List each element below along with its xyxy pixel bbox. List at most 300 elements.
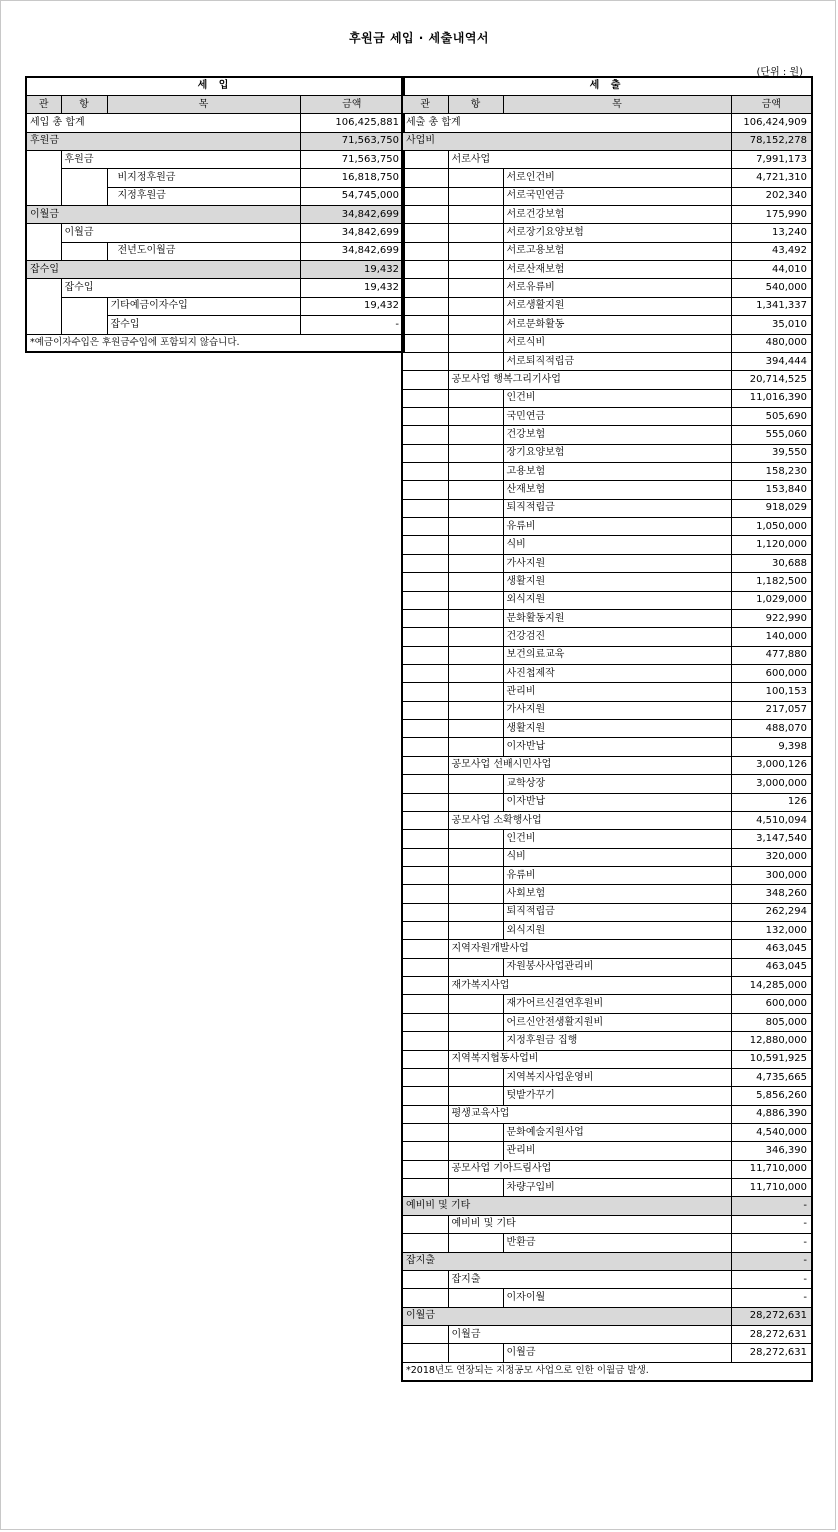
gwan-amount: 34,842,699 bbox=[300, 206, 404, 224]
gwan-spacer bbox=[402, 334, 448, 352]
row-amount: 11,016,390 bbox=[731, 389, 812, 407]
gwan-spacer bbox=[402, 628, 448, 646]
income-hang-row bbox=[26, 150, 404, 168]
expense-mok-row bbox=[402, 481, 812, 499]
row-amount: 126 bbox=[731, 793, 812, 811]
expense-mok-row bbox=[402, 1013, 812, 1031]
gwan-amount: 19,432 bbox=[300, 261, 404, 279]
gwan-spacer bbox=[402, 1325, 448, 1343]
mok-label: 어르신안전생활지원비 bbox=[503, 1013, 731, 1031]
expense-mok-row bbox=[402, 1032, 812, 1050]
row-amount: 14,285,000 bbox=[731, 977, 812, 995]
row-amount: - bbox=[731, 1289, 812, 1307]
gwan-spacer bbox=[402, 591, 448, 609]
gwan-spacer bbox=[402, 444, 448, 462]
row-amount: 3,000,126 bbox=[731, 756, 812, 774]
expense-hang-row bbox=[402, 1325, 812, 1343]
hang-spacer bbox=[448, 646, 503, 664]
hang-spacer bbox=[448, 187, 503, 205]
expense-mok-row bbox=[402, 573, 812, 591]
row-amount: - bbox=[731, 1215, 812, 1233]
gwan-spacer bbox=[402, 903, 448, 921]
expense-mok-row bbox=[402, 279, 812, 297]
mok-label: 이월금 bbox=[503, 1344, 731, 1362]
gwan-spacer bbox=[402, 1215, 448, 1233]
mok-label: 유류비 bbox=[503, 866, 731, 884]
expense-mok-row bbox=[402, 1234, 812, 1252]
gwan-spacer bbox=[402, 352, 448, 370]
row-amount: 140,000 bbox=[731, 628, 812, 646]
row-amount: 1,120,000 bbox=[731, 536, 812, 554]
expense-note-row bbox=[402, 1362, 812, 1380]
gwan-spacer bbox=[402, 609, 448, 627]
gwan-spacer bbox=[402, 1123, 448, 1141]
gwan-spacer bbox=[402, 407, 448, 425]
mok-label: 가사지원 bbox=[503, 554, 731, 572]
hang-spacer bbox=[448, 958, 503, 976]
row-amount: 555,060 bbox=[731, 426, 812, 444]
col-amount: 금액 bbox=[300, 95, 404, 113]
hang-label: 이월금 bbox=[448, 1325, 731, 1343]
mok-label: 건강보험 bbox=[503, 426, 731, 444]
mok-label: 인건비 bbox=[503, 389, 731, 407]
hang-label: 후원금 bbox=[61, 150, 300, 168]
income-mok-row bbox=[26, 297, 404, 315]
row-amount: 11,710,000 bbox=[731, 1160, 812, 1178]
mok-label: 문화활동지원 bbox=[503, 609, 731, 627]
gwan-spacer bbox=[402, 793, 448, 811]
hang-label: 이월금 bbox=[61, 224, 300, 242]
gwan-label: 이월금 bbox=[26, 206, 300, 224]
expense-mok-row bbox=[402, 609, 812, 627]
hang-spacer bbox=[448, 242, 503, 260]
expense-mok-row bbox=[402, 518, 812, 536]
mok-label: 사진첩제작 bbox=[503, 665, 731, 683]
hang-label: 서로사업 bbox=[448, 150, 731, 168]
hang-spacer bbox=[448, 1289, 503, 1307]
row-amount: 1,182,500 bbox=[731, 573, 812, 591]
gwan-spacer bbox=[402, 426, 448, 444]
row-amount: 1,341,337 bbox=[731, 297, 812, 315]
hang-spacer bbox=[448, 481, 503, 499]
mok-amount: - bbox=[300, 316, 404, 334]
row-amount: - bbox=[731, 1270, 812, 1288]
col-amount: 금액 bbox=[731, 95, 812, 113]
gwan-label: 후원금 bbox=[26, 132, 300, 150]
col-gwan: 관 bbox=[26, 95, 61, 113]
row-amount: 78,152,278 bbox=[731, 132, 812, 150]
expense-mok-row bbox=[402, 646, 812, 664]
unit-label: (단위 : 원) bbox=[756, 67, 803, 78]
expense-mok-row bbox=[402, 738, 812, 756]
row-amount: 320,000 bbox=[731, 848, 812, 866]
gwan-spacer bbox=[402, 279, 448, 297]
mok-label: 외식지원 bbox=[503, 591, 731, 609]
gwan-spacer bbox=[402, 701, 448, 719]
hang-label: 예비비 및 기타 bbox=[448, 1215, 731, 1233]
hang-spacer bbox=[61, 242, 107, 260]
row-amount: 3,147,540 bbox=[731, 830, 812, 848]
gwan-spacer bbox=[402, 481, 448, 499]
expense-gwan-row bbox=[402, 1307, 812, 1325]
expense-hang-row bbox=[402, 811, 812, 829]
gwan-spacer bbox=[402, 885, 448, 903]
mok-label: 식비 bbox=[503, 536, 731, 554]
row-amount: 44,010 bbox=[731, 261, 812, 279]
gwan-spacer bbox=[402, 224, 448, 242]
expense-total-amount: 106,424,909 bbox=[731, 114, 812, 132]
expense-mok-row bbox=[402, 261, 812, 279]
gwan-spacer bbox=[402, 1234, 448, 1252]
mok-label: 지정후원금 bbox=[107, 187, 300, 205]
hang-label: 평생교육사업 bbox=[448, 1105, 731, 1123]
expense-mok-row bbox=[402, 499, 812, 517]
mok-amount: 54,745,000 bbox=[300, 187, 404, 205]
expense-mok-row bbox=[402, 334, 812, 352]
row-amount: 540,000 bbox=[731, 279, 812, 297]
hang-amount: 34,842,699 bbox=[300, 224, 404, 242]
gwan-amount: 71,563,750 bbox=[300, 132, 404, 150]
row-amount: 11,710,000 bbox=[731, 1179, 812, 1197]
hang-spacer bbox=[448, 316, 503, 334]
expense-hang-row bbox=[402, 756, 812, 774]
hang-spacer bbox=[448, 591, 503, 609]
row-amount: 100,153 bbox=[731, 683, 812, 701]
gwan-spacer bbox=[402, 1270, 448, 1288]
mok-label: 장기요양보험 bbox=[503, 444, 731, 462]
gwan-spacer bbox=[402, 297, 448, 315]
expense-mok-row bbox=[402, 1087, 812, 1105]
mok-label: 보건의료교육 bbox=[503, 646, 731, 664]
gwan-label: 사업비 bbox=[402, 132, 731, 150]
hang-spacer bbox=[61, 169, 107, 206]
income-total-label: 세입 총 합계 bbox=[26, 114, 300, 132]
hang-spacer bbox=[448, 665, 503, 683]
expense-column-headers bbox=[402, 95, 812, 113]
hang-spacer bbox=[448, 169, 503, 187]
expense-mok-row bbox=[402, 775, 812, 793]
expense-hang-row bbox=[402, 977, 812, 995]
hang-spacer bbox=[448, 848, 503, 866]
gwan-spacer bbox=[402, 242, 448, 260]
hang-spacer bbox=[448, 573, 503, 591]
expense-hang-row bbox=[402, 1050, 812, 1068]
mok-label: 사회보험 bbox=[503, 885, 731, 903]
row-amount: 463,045 bbox=[731, 940, 812, 958]
mok-label: 기타예금이자수입 bbox=[107, 297, 300, 315]
mok-label: 재가어르신결연후원비 bbox=[503, 995, 731, 1013]
mok-amount: 19,432 bbox=[300, 297, 404, 315]
gwan-spacer bbox=[402, 1013, 448, 1031]
gwan-label: 잡지출 bbox=[402, 1252, 731, 1270]
row-amount: 158,230 bbox=[731, 463, 812, 481]
hang-spacer bbox=[448, 775, 503, 793]
mok-label: 차량구입비 bbox=[503, 1179, 731, 1197]
expense-mok-row bbox=[402, 958, 812, 976]
gwan-spacer bbox=[402, 573, 448, 591]
hang-spacer bbox=[448, 701, 503, 719]
row-amount: 13,240 bbox=[731, 224, 812, 242]
mok-label: 서로문화활동 bbox=[503, 316, 731, 334]
expense-mok-row bbox=[402, 389, 812, 407]
gwan-spacer bbox=[402, 1087, 448, 1105]
expense-mok-row bbox=[402, 720, 812, 738]
income-note: *예금이자수입은 후원금수입에 포함되지 않습니다. bbox=[26, 334, 404, 352]
expense-mok-row bbox=[402, 1142, 812, 1160]
hang-spacer bbox=[448, 866, 503, 884]
mok-label: 산재보험 bbox=[503, 481, 731, 499]
mok-label: 비지정후원금 bbox=[107, 169, 300, 187]
expense-mok-row bbox=[402, 683, 812, 701]
hang-spacer bbox=[448, 389, 503, 407]
row-amount: 39,550 bbox=[731, 444, 812, 462]
gwan-spacer bbox=[402, 1160, 448, 1178]
expense-section-title: 세 출 bbox=[402, 77, 812, 95]
expense-mok-row bbox=[402, 903, 812, 921]
hang-label: 지역복지협동사업비 bbox=[448, 1050, 731, 1068]
gwan-spacer bbox=[402, 1032, 448, 1050]
expense-mok-row bbox=[402, 444, 812, 462]
expense-hang-row bbox=[402, 1160, 812, 1178]
gwan-label: 예비비 및 기타 bbox=[402, 1197, 731, 1215]
hang-label: 잡수입 bbox=[61, 279, 300, 297]
gwan-spacer bbox=[402, 389, 448, 407]
gwan-spacer bbox=[26, 279, 61, 334]
row-amount: 43,492 bbox=[731, 242, 812, 260]
expense-mok-row bbox=[402, 407, 812, 425]
row-amount: 600,000 bbox=[731, 665, 812, 683]
gwan-spacer bbox=[402, 316, 448, 334]
hang-amount: 19,432 bbox=[300, 279, 404, 297]
mok-label: 자원봉사사업관리비 bbox=[503, 958, 731, 976]
expense-hang-row bbox=[402, 371, 812, 389]
gwan-spacer bbox=[402, 738, 448, 756]
gwan-spacer bbox=[402, 1142, 448, 1160]
hang-spacer bbox=[448, 444, 503, 462]
col-gwan: 관 bbox=[402, 95, 448, 113]
expense-mok-row bbox=[402, 1123, 812, 1141]
expense-hang-row bbox=[402, 1215, 812, 1233]
hang-spacer bbox=[448, 261, 503, 279]
hang-label: 공모사업 소확행사업 bbox=[448, 811, 731, 829]
row-amount: 153,840 bbox=[731, 481, 812, 499]
hang-spacer bbox=[61, 297, 107, 334]
row-amount: 477,880 bbox=[731, 646, 812, 664]
gwan-spacer bbox=[402, 940, 448, 958]
hang-spacer bbox=[448, 738, 503, 756]
expense-mok-row bbox=[402, 352, 812, 370]
expense-mok-row bbox=[402, 169, 812, 187]
hang-spacer bbox=[448, 352, 503, 370]
gwan-spacer bbox=[402, 775, 448, 793]
row-amount: 805,000 bbox=[731, 1013, 812, 1031]
hang-spacer bbox=[448, 499, 503, 517]
expense-mok-row bbox=[402, 1344, 812, 1362]
hang-spacer bbox=[448, 554, 503, 572]
hang-spacer bbox=[448, 334, 503, 352]
mok-amount: 34,842,699 bbox=[300, 242, 404, 260]
gwan-spacer bbox=[402, 995, 448, 1013]
hang-label: 지역자원개발사업 bbox=[448, 940, 731, 958]
expense-mok-row bbox=[402, 866, 812, 884]
gwan-spacer bbox=[402, 169, 448, 187]
expense-mok-row bbox=[402, 665, 812, 683]
mok-label: 식비 bbox=[503, 848, 731, 866]
gwan-spacer bbox=[402, 958, 448, 976]
expense-mok-row bbox=[402, 536, 812, 554]
col-mok: 목 bbox=[107, 95, 300, 113]
expense-mok-row bbox=[402, 463, 812, 481]
mok-label: 교학상장 bbox=[503, 775, 731, 793]
hang-spacer bbox=[448, 903, 503, 921]
mok-label: 서로고용보험 bbox=[503, 242, 731, 260]
mok-label: 잡수입 bbox=[107, 316, 300, 334]
expense-gwan-row bbox=[402, 132, 812, 150]
mok-label: 퇴직적립금 bbox=[503, 903, 731, 921]
row-amount: 9,398 bbox=[731, 738, 812, 756]
gwan-spacer bbox=[402, 1344, 448, 1362]
gwan-spacer bbox=[402, 1289, 448, 1307]
expense-mok-row bbox=[402, 187, 812, 205]
gwan-spacer bbox=[402, 261, 448, 279]
col-hang: 항 bbox=[448, 95, 503, 113]
mok-label: 서로장기요양보험 bbox=[503, 224, 731, 242]
income-hang-row bbox=[26, 224, 404, 242]
mok-label: 서로생활지원 bbox=[503, 297, 731, 315]
gwan-label: 이월금 bbox=[402, 1307, 731, 1325]
row-amount: 922,990 bbox=[731, 609, 812, 627]
row-amount: 217,057 bbox=[731, 701, 812, 719]
hang-spacer bbox=[448, 1013, 503, 1031]
row-amount: 132,000 bbox=[731, 922, 812, 940]
row-amount: 394,444 bbox=[731, 352, 812, 370]
mok-label: 외식지원 bbox=[503, 922, 731, 940]
gwan-spacer bbox=[402, 499, 448, 517]
document-title: 후원금 세입 · 세출내역서 bbox=[348, 31, 489, 45]
hang-spacer bbox=[448, 720, 503, 738]
col-hang: 항 bbox=[61, 95, 107, 113]
gwan-spacer bbox=[402, 187, 448, 205]
hang-spacer bbox=[448, 536, 503, 554]
row-amount: 463,045 bbox=[731, 958, 812, 976]
hang-amount: 71,563,750 bbox=[300, 150, 404, 168]
mok-label: 퇴직적립금 bbox=[503, 499, 731, 517]
income-gwan-row bbox=[26, 132, 404, 150]
hang-spacer bbox=[448, 279, 503, 297]
mok-label: 서로퇴직적립금 bbox=[503, 352, 731, 370]
mok-label: 생활지원 bbox=[503, 720, 731, 738]
row-amount: 7,991,173 bbox=[731, 150, 812, 168]
hang-spacer bbox=[448, 609, 503, 627]
expense-mok-row bbox=[402, 242, 812, 260]
hang-spacer bbox=[448, 297, 503, 315]
expense-table bbox=[401, 76, 813, 1382]
hang-spacer bbox=[448, 224, 503, 242]
expense-mok-row bbox=[402, 701, 812, 719]
gwan-spacer bbox=[402, 811, 448, 829]
gwan-spacer bbox=[402, 756, 448, 774]
row-amount: 600,000 bbox=[731, 995, 812, 1013]
income-total-row bbox=[26, 114, 404, 132]
row-amount: 12,880,000 bbox=[731, 1032, 812, 1050]
hang-spacer bbox=[448, 1068, 503, 1086]
gwan-spacer bbox=[402, 1179, 448, 1197]
row-amount: 175,990 bbox=[731, 206, 812, 224]
row-amount: 505,690 bbox=[731, 407, 812, 425]
hang-spacer bbox=[448, 1344, 503, 1362]
income-mok-row bbox=[26, 242, 404, 260]
expense-mok-row bbox=[402, 591, 812, 609]
row-amount: 348,260 bbox=[731, 885, 812, 903]
hang-label: 재가복지사업 bbox=[448, 977, 731, 995]
income-table bbox=[25, 76, 405, 353]
gwan-spacer bbox=[402, 866, 448, 884]
expense-mok-row bbox=[402, 995, 812, 1013]
hang-spacer bbox=[448, 1123, 503, 1141]
expense-mok-row bbox=[402, 224, 812, 242]
row-amount: 28,272,631 bbox=[731, 1307, 812, 1325]
hang-spacer bbox=[448, 1087, 503, 1105]
hang-spacer bbox=[448, 885, 503, 903]
mok-label: 인건비 bbox=[503, 830, 731, 848]
row-amount: 4,735,665 bbox=[731, 1068, 812, 1086]
expense-hang-row bbox=[402, 150, 812, 168]
row-amount: 30,688 bbox=[731, 554, 812, 572]
hang-label: 공모사업 행복그리기사업 bbox=[448, 371, 731, 389]
row-amount: 28,272,631 bbox=[731, 1344, 812, 1362]
mok-label: 서로식비 bbox=[503, 334, 731, 352]
hang-spacer bbox=[448, 830, 503, 848]
hang-spacer bbox=[448, 1142, 503, 1160]
hang-spacer bbox=[448, 793, 503, 811]
hang-spacer bbox=[448, 922, 503, 940]
row-amount: - bbox=[731, 1197, 812, 1215]
mok-label: 국민연금 bbox=[503, 407, 731, 425]
hang-spacer bbox=[448, 426, 503, 444]
expense-gwan-row bbox=[402, 1197, 812, 1215]
hang-spacer bbox=[448, 1234, 503, 1252]
mok-label: 가사지원 bbox=[503, 701, 731, 719]
hang-label: 공모사업 선배시민사업 bbox=[448, 756, 731, 774]
col-mok: 목 bbox=[503, 95, 731, 113]
income-section-title: 세 입 bbox=[26, 77, 404, 95]
mok-label: 서로유류비 bbox=[503, 279, 731, 297]
mok-label: 반환금 bbox=[503, 1234, 731, 1252]
expense-total-label: 세출 총 합계 bbox=[402, 114, 731, 132]
gwan-spacer bbox=[402, 1068, 448, 1086]
row-amount: 918,029 bbox=[731, 499, 812, 517]
gwan-spacer bbox=[402, 646, 448, 664]
expense-mok-row bbox=[402, 830, 812, 848]
expense-mok-row bbox=[402, 885, 812, 903]
income-hang-row bbox=[26, 279, 404, 297]
mok-label: 유류비 bbox=[503, 518, 731, 536]
expense-mok-row bbox=[402, 628, 812, 646]
gwan-spacer bbox=[402, 536, 448, 554]
mok-label: 이자반납 bbox=[503, 738, 731, 756]
gwan-spacer bbox=[402, 683, 448, 701]
hang-spacer bbox=[448, 995, 503, 1013]
row-amount: 300,000 bbox=[731, 866, 812, 884]
mok-label: 건강검진 bbox=[503, 628, 731, 646]
mok-label: 고용보험 bbox=[503, 463, 731, 481]
gwan-spacer bbox=[402, 1050, 448, 1068]
expense-mok-row bbox=[402, 426, 812, 444]
mok-label: 관리비 bbox=[503, 1142, 731, 1160]
mok-label: 생활지원 bbox=[503, 573, 731, 591]
row-amount: 3,000,000 bbox=[731, 775, 812, 793]
gwan-spacer bbox=[402, 463, 448, 481]
